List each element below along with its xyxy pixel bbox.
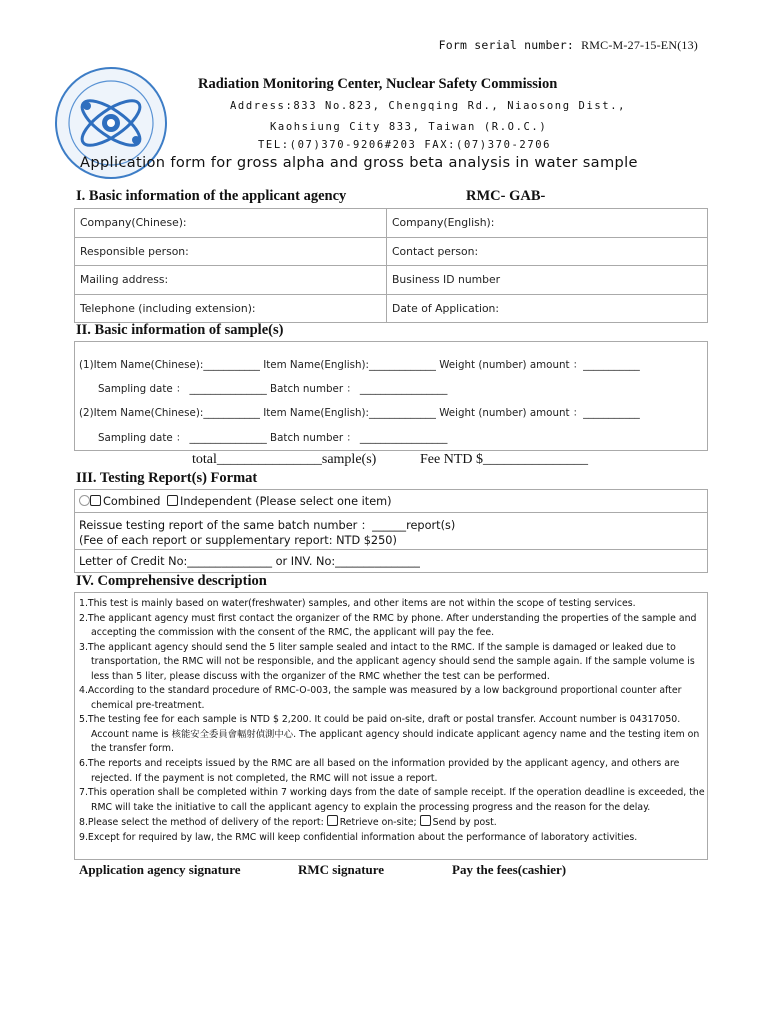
send-by-post-checkbox[interactable] [420, 815, 431, 826]
fee-field[interactable]: Fee NTD $_______________ [420, 452, 588, 467]
rmc-gab-code: RMC- GAB- [466, 188, 546, 204]
list-item: 1.This test is mainly based on water(freshwater) samples, and other items are not within the scope of testing services. [79, 598, 636, 609]
section-4-title: IV. Comprehensive description [76, 573, 267, 589]
table-row [75, 294, 708, 323]
application-date-field[interactable]: Date of Application: [387, 294, 708, 323]
total-samples-field[interactable]: total_______________sample(s) [192, 452, 377, 467]
applicant-signature-label: Application agency signature [79, 862, 241, 877]
credit-line[interactable]: Letter of Credit No:_______________ or INV. No:_______________ [79, 555, 420, 568]
item-8-prefix: 8.Please select the method of delivery of the report: [79, 817, 324, 829]
mailing-address-field[interactable]: Mailing address: [75, 266, 387, 295]
serial-value: RMC-M-27-15-EN(13) [581, 38, 698, 52]
list-item: 3.The applicant agency should send the 5 liter sample sealed and intact to the RMC. If the sample is damaged or leaked due to transportation, the RMC will not be responsible, and the applicant agency should send the sample again. If the sample volume is less than 5 liter, please discuss with the organizer of the RMC whether the test can be performed. [79, 641, 695, 682]
combined-checkbox[interactable] [90, 495, 101, 506]
form-serial-number [439, 38, 698, 53]
list-item: 6.The reports and receipts issued by the RMC are all based on the information provided by the applicant agency, and others are rejected. If the payment is not completed, the RMC will not issue a report. [79, 758, 680, 784]
rmc-signature-label: RMC signature [298, 862, 385, 877]
combined-label: Combined [103, 495, 161, 508]
report-format-options [79, 495, 392, 508]
contact-person-field[interactable]: Contact person: [387, 237, 708, 266]
table-row [75, 266, 708, 295]
reissue-line[interactable]: Reissue testing report of the same batch number ：______report(s) [79, 519, 456, 532]
address-line-2: Kaohsiung City 833, Taiwan (R.O.C.) [270, 121, 548, 133]
company-english-field[interactable]: Company(English): [387, 209, 708, 238]
applicant-info-table [74, 208, 708, 323]
organization-name: Radiation Monitoring Center, Nuclear Safety Commission [198, 76, 558, 92]
retrieve-onsite-checkbox[interactable] [327, 815, 338, 826]
item-1-line[interactable]: (1)Item Name(Chinese):___________ Item Name(English):_____________ Weight (number) amount ：___________ [79, 359, 640, 371]
item-2-line[interactable]: (2)Item Name(Chinese):___________ Item Name(English):_____________ Weight (number) amount ：___________ [79, 407, 640, 419]
description-list [79, 597, 705, 845]
business-id-field[interactable]: Business ID number [387, 266, 708, 295]
section-2-title: II. Basic information of sample(s) [76, 322, 284, 338]
sampling-1-line[interactable]: Sampling date ： _______________ Batch number ： _________________ [98, 383, 448, 395]
section-1-title: I. Basic information of the applicant agency [76, 188, 347, 204]
radio-icon[interactable] [79, 495, 90, 506]
divider [74, 512, 708, 513]
responsible-person-field[interactable]: Responsible person: [75, 237, 387, 266]
section-3-title: III. Testing Report(s) Format [76, 470, 258, 486]
pay-fees-label: Pay the fees(cashier) [452, 862, 567, 877]
independent-checkbox[interactable] [167, 495, 178, 506]
list-item: 5.The testing fee for each sample is NTD $ 2,200. It could be paid on-site, draft or postal transfer. Account number is 04317050. Account name is 核能安全委員會輻射偵測中心. The applicant agency should indicate applicant agency name and the testing item on the transfer form. [79, 714, 700, 755]
list-item: 4.According to the standard procedure of RMC-O-003, the sample was measured by a low background proportional counter after chemical pre-treatment. [79, 685, 682, 711]
serial-label: Form serial number: [438, 38, 574, 52]
table-row [75, 209, 708, 238]
phone-fax: TEL:(07)370-9206#203 FAX:(07)370-2706 [258, 139, 552, 151]
sampling-2-line[interactable]: Sampling date ： _______________ Batch number ： _________________ [98, 432, 448, 444]
telephone-field[interactable]: Telephone (including extension): [75, 294, 387, 323]
list-item: 2.The applicant agency must first contact the organizer of the RMC by phone. After understanding the properties of the sample and accepting the commission with the consent of the RMC, the applicant will pay the fee. [79, 612, 697, 639]
reissue-fee-note: (Fee of each report or supplementary report: NTD $250) [79, 534, 397, 547]
divider [74, 549, 708, 550]
company-chinese-field[interactable]: Company(Chinese): [75, 209, 387, 238]
send-by-post-label: Send by post. [432, 817, 497, 829]
list-item [79, 815, 705, 831]
independent-label: Independent (Please select one item) [180, 495, 392, 508]
table-row [75, 237, 708, 266]
list-item: 7.This operation shall be completed within 7 working days from the date of sample receipt. If the operation deadline is exceeded, the RMC will take the initiative to call the applicant agency to explain the processing progress and the reason for the delay. [79, 787, 705, 813]
list-item: 9.Except for required by law, the RMC will keep confidential information about the performance of laboratory activities. [79, 831, 638, 843]
retrieve-onsite-label: Retrieve on-site; [339, 817, 417, 829]
form-title: Application form for gross alpha and gross beta analysis in water sample [80, 154, 638, 171]
address-line-1: Address:833 No.823, Chengqing Rd., Niaosong Dist., [230, 100, 627, 112]
